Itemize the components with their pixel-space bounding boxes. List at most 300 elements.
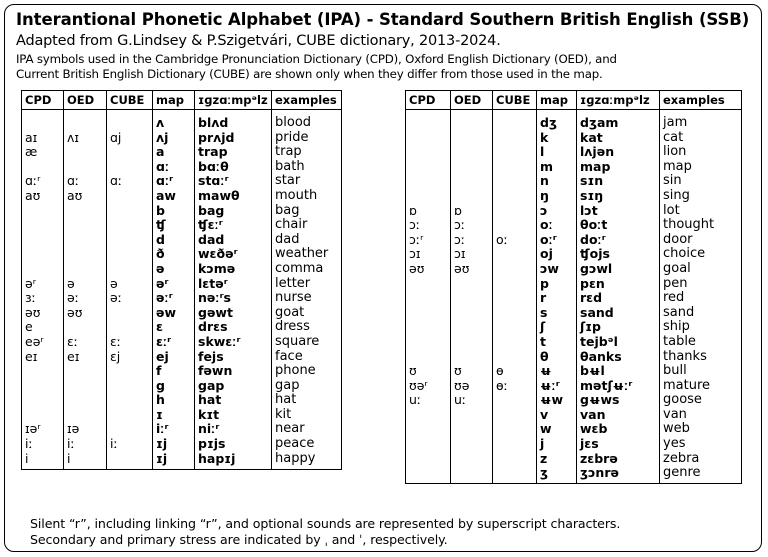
table-row <box>406 233 742 248</box>
cube-cell <box>493 393 537 408</box>
oed-cell: ʊ <box>451 364 493 379</box>
oed-cell <box>64 262 107 277</box>
header-ssb: ɪɡzɑːmpᵊlz <box>195 91 272 110</box>
header-examples: examples <box>660 91 742 110</box>
ssb-cell: rɛd <box>577 291 660 306</box>
example-cell: square <box>272 335 342 350</box>
cpd-cell: eɪ <box>22 350 64 365</box>
cpd-cell: aʊ <box>22 189 64 204</box>
map-cell: ɑːʳ <box>153 174 195 189</box>
oed-cell <box>451 174 493 189</box>
map-cell: əːʳ <box>153 291 195 306</box>
table-row <box>22 189 342 204</box>
ssb-cell: drɛs <box>195 320 272 335</box>
map-cell: l <box>537 145 577 160</box>
ssb-cell: nəːʳs <box>195 291 272 306</box>
table-row <box>406 189 742 204</box>
example-cell: dress <box>272 320 342 335</box>
map-cell: ej <box>153 350 195 365</box>
cube-cell <box>107 160 153 175</box>
cube-cell: ə <box>107 277 153 292</box>
map-cell: s <box>537 306 577 321</box>
map-cell: oː <box>537 218 577 233</box>
oed-cell: ɔɪ <box>451 247 493 262</box>
cpd-cell <box>406 335 451 350</box>
map-cell: p <box>537 277 577 292</box>
cube-cell <box>107 452 153 470</box>
ssb-cell: fejs <box>195 350 272 365</box>
cube-cell <box>107 379 153 394</box>
map-cell: oj <box>537 247 577 262</box>
ssb-cell: stɑːʳ <box>195 174 272 189</box>
table-row <box>22 145 342 160</box>
cpd-cell <box>406 160 451 175</box>
oed-cell <box>451 189 493 204</box>
example-cell: sand <box>660 306 742 321</box>
oed-cell <box>451 452 493 467</box>
cube-cell <box>107 218 153 233</box>
table-row <box>22 160 342 175</box>
table-row <box>406 145 742 160</box>
example-cell: genre <box>660 466 742 484</box>
cube-cell <box>107 116 153 131</box>
cpd-cell <box>22 218 64 233</box>
example-cell: gap <box>272 379 342 394</box>
cube-cell <box>493 277 537 292</box>
map-cell: ʧ <box>153 218 195 233</box>
oed-cell <box>451 145 493 160</box>
cube-cell <box>493 437 537 452</box>
oed-cell: iː <box>64 437 107 452</box>
example-cell: zebra <box>660 452 742 467</box>
ssb-cell: van <box>577 408 660 423</box>
ssb-cell: sɪn <box>577 174 660 189</box>
oed-cell <box>64 145 107 160</box>
map-cell: r <box>537 291 577 306</box>
example-cell: bag <box>272 204 342 219</box>
cpd-cell: eəʳ <box>22 335 64 350</box>
example-cell: hat <box>272 393 342 408</box>
ssb-cell: ʧɛːʳ <box>195 218 272 233</box>
oed-cell: əʊ <box>64 306 107 321</box>
cpd-cell: e <box>22 320 64 335</box>
map-cell: ð <box>153 247 195 262</box>
oed-cell <box>64 160 107 175</box>
ssb-cell: pɛn <box>577 277 660 292</box>
cube-cell: ɛː <box>107 335 153 350</box>
ssb-cell: skwɛːʳ <box>195 335 272 350</box>
example-cell: peace <box>272 437 342 452</box>
footer-note-1: Silent “r”, including linking “r”, and optional sounds are represented by superscript characters. <box>30 516 621 531</box>
ssb-cell: map <box>577 160 660 175</box>
table-row <box>406 116 742 131</box>
ssb-cell: gap <box>195 379 272 394</box>
table-row <box>22 437 342 452</box>
oed-cell <box>451 437 493 452</box>
cube-cell <box>107 247 153 262</box>
cpd-cell <box>22 204 64 219</box>
example-cell: choice <box>660 247 742 262</box>
table-row <box>406 277 742 292</box>
ssb-cell: lɔt <box>577 204 660 219</box>
ssb-cell: wɛb <box>577 422 660 437</box>
header-map: map <box>153 91 195 110</box>
example-cell: lot <box>660 204 742 219</box>
ssb-cell: doːʳ <box>577 233 660 248</box>
oed-cell <box>451 306 493 321</box>
map-cell: ɪ <box>153 408 195 423</box>
example-cell: door <box>660 233 742 248</box>
cube-cell <box>107 364 153 379</box>
table-row <box>22 452 342 470</box>
table-row <box>22 306 342 321</box>
map-cell: ə <box>153 262 195 277</box>
oed-cell: eɪ <box>64 350 107 365</box>
oed-cell <box>64 218 107 233</box>
oed-cell <box>451 160 493 175</box>
oed-cell <box>64 379 107 394</box>
example-cell: pen <box>660 277 742 292</box>
map-cell: ɔw <box>537 262 577 277</box>
cpd-cell <box>22 364 64 379</box>
note-line-2: Current British English Dictionary (CUBE) are shown only when they differ from those used in the map. <box>16 67 603 81</box>
oed-cell <box>64 247 107 262</box>
map-cell: əʳ <box>153 277 195 292</box>
table-row <box>22 364 342 379</box>
map-cell: v <box>537 408 577 423</box>
cpd-cell <box>406 277 451 292</box>
example-cell: bath <box>272 160 342 175</box>
cpd-cell: ɒ <box>406 204 451 219</box>
cpd-cell: ɪəʳ <box>22 422 64 437</box>
table-row <box>406 466 742 484</box>
cpd-cell: ʊəʳ <box>406 379 451 394</box>
oed-cell <box>451 131 493 146</box>
map-cell: d <box>153 233 195 248</box>
map-cell: θ <box>537 350 577 365</box>
oed-cell <box>64 408 107 423</box>
table-row <box>22 218 342 233</box>
cpd-cell <box>22 393 64 408</box>
ssb-cell: ʧojs <box>577 247 660 262</box>
cpd-cell: iː <box>22 437 64 452</box>
ssb-cell: hapɪj <box>195 452 272 470</box>
table-row <box>22 350 342 365</box>
table-row <box>406 452 742 467</box>
map-cell: ɛ <box>153 320 195 335</box>
cube-cell: ɵː <box>493 379 537 394</box>
cpd-cell: uː <box>406 393 451 408</box>
table-row <box>22 233 342 248</box>
ssb-cell: mətʃʉːʳ <box>577 379 660 394</box>
oed-cell <box>64 116 107 131</box>
map-cell: f <box>153 364 195 379</box>
example-cell: kit <box>272 408 342 423</box>
map-cell: ɪj <box>153 437 195 452</box>
example-cell: star <box>272 174 342 189</box>
ssb-cell: θoːt <box>577 218 660 233</box>
cpd-cell <box>406 437 451 452</box>
map-cell: a <box>153 145 195 160</box>
table-row <box>406 350 742 365</box>
cpd-cell <box>406 116 451 131</box>
cube-cell <box>493 306 537 321</box>
table-row <box>406 335 742 350</box>
header-ssb: ɪɡzɑːmpᵊlz <box>577 91 660 110</box>
ssb-cell: jɛs <box>577 437 660 452</box>
example-cell: letter <box>272 277 342 292</box>
example-cell: red <box>660 291 742 306</box>
example-cell: goal <box>660 262 742 277</box>
cpd-cell <box>22 408 64 423</box>
oed-cell <box>64 364 107 379</box>
example-cell: trap <box>272 145 342 160</box>
oed-cell: ɪə <box>64 422 107 437</box>
cube-cell: əː <box>107 291 153 306</box>
table-row <box>22 247 342 262</box>
cpd-cell: əʳ <box>22 277 64 292</box>
cpd-cell <box>22 160 64 175</box>
cpd-cell: ɔɪ <box>406 247 451 262</box>
cpd-cell <box>406 291 451 306</box>
cube-cell: ɑj <box>107 131 153 146</box>
cpd-cell: ɜː <box>22 291 64 306</box>
cube-cell <box>107 145 153 160</box>
cpd-cell: ʊ <box>406 364 451 379</box>
example-cell: phone <box>272 364 342 379</box>
ssb-cell: kɔmə <box>195 262 272 277</box>
oed-cell <box>451 116 493 131</box>
cpd-cell: əʊ <box>406 262 451 277</box>
example-cell: goose <box>660 393 742 408</box>
cpd-cell: ɔːʳ <box>406 233 451 248</box>
cube-cell <box>107 393 153 408</box>
cpd-cell: aɪ <box>22 131 64 146</box>
table-row <box>406 408 742 423</box>
cpd-cell <box>22 116 64 131</box>
ssb-cell: ʒɔnrə <box>577 466 660 484</box>
table-row <box>22 174 342 189</box>
map-cell: əw <box>153 306 195 321</box>
header-oed: OED <box>64 91 107 110</box>
cube-cell <box>107 422 153 437</box>
table-header-row <box>406 91 742 110</box>
oed-cell: ɔː <box>451 218 493 233</box>
cube-cell <box>493 204 537 219</box>
ssb-cell: gʉws <box>577 393 660 408</box>
cube-cell <box>107 306 153 321</box>
cube-cell <box>493 466 537 484</box>
oed-cell: ɑː <box>64 174 107 189</box>
example-cell: web <box>660 422 742 437</box>
cpd-cell <box>406 452 451 467</box>
page-subtitle: Adapted from G.Lindsey & P.Szigetvári, CUBE dictionary, 2013-2024. <box>16 33 501 49</box>
ssb-cell: θanks <box>577 350 660 365</box>
header-cpd: CPD <box>22 91 64 110</box>
map-cell: w <box>537 422 577 437</box>
cpd-cell <box>22 379 64 394</box>
cube-cell: ɛj <box>107 350 153 365</box>
table-header-row <box>22 91 342 110</box>
header-map: map <box>537 91 577 110</box>
example-cell: mature <box>660 379 742 394</box>
map-cell: ʉ <box>537 364 577 379</box>
cube-cell <box>493 262 537 277</box>
table-row <box>22 422 342 437</box>
map-cell: t <box>537 335 577 350</box>
ssb-cell: bʉl <box>577 364 660 379</box>
cube-cell <box>493 160 537 175</box>
cube-cell <box>493 131 537 146</box>
oed-cell <box>451 466 493 484</box>
example-cell: blood <box>272 116 342 131</box>
oed-cell: ʌɪ <box>64 131 107 146</box>
table-row <box>22 116 342 131</box>
example-cell: ship <box>660 320 742 335</box>
table-row <box>406 306 742 321</box>
ssb-cell: wɛðəʳ <box>195 247 272 262</box>
example-cell: jam <box>660 116 742 131</box>
cube-cell <box>493 408 537 423</box>
cpd-cell <box>406 422 451 437</box>
ssb-cell: kat <box>577 131 660 146</box>
cube-cell <box>493 320 537 335</box>
cube-cell <box>107 408 153 423</box>
example-cell: lion <box>660 145 742 160</box>
ssb-cell: lʌjən <box>577 145 660 160</box>
oed-cell: ʊə <box>451 379 493 394</box>
oed-cell <box>451 320 493 335</box>
table-row <box>406 218 742 233</box>
table-row <box>406 262 742 277</box>
cube-cell: ɵ <box>493 364 537 379</box>
example-cell: mouth <box>272 189 342 204</box>
oed-cell <box>451 335 493 350</box>
note-line-1: IPA symbols used in the Cambridge Pronunciation Dictionary (CPD), Oxford English Dictionary (OED), and <box>16 52 617 66</box>
example-cell: thought <box>660 218 742 233</box>
cube-cell <box>493 218 537 233</box>
table-row <box>406 291 742 306</box>
page-title: Interantional Phonetic Alphabet (IPA) - Standard Southern British English (SSB) <box>16 10 750 29</box>
cube-cell <box>107 204 153 219</box>
oed-cell: əʊ <box>451 262 493 277</box>
header-oed: OED <box>451 91 493 110</box>
cpd-cell <box>406 306 451 321</box>
example-cell: nurse <box>272 291 342 306</box>
example-cell: near <box>272 422 342 437</box>
ssb-cell: trap <box>195 145 272 160</box>
table-row <box>22 320 342 335</box>
oed-cell <box>451 291 493 306</box>
right-ipa-table <box>405 90 742 484</box>
example-cell: goat <box>272 306 342 321</box>
cube-cell <box>493 291 537 306</box>
cube-cell <box>493 247 537 262</box>
table-row <box>22 335 342 350</box>
table-row <box>22 131 342 146</box>
cpd-cell <box>406 466 451 484</box>
ssb-cell: mawθ <box>195 189 272 204</box>
cube-cell <box>493 189 537 204</box>
footer-note-2: Secondary and primary stress are indicated by ˌ and ˈ, respectively. <box>30 532 448 547</box>
oed-cell: uː <box>451 393 493 408</box>
map-cell: ʌj <box>153 131 195 146</box>
example-cell: bull <box>660 364 742 379</box>
ssb-cell: gəwt <box>195 306 272 321</box>
map-cell: ʒ <box>537 466 577 484</box>
oed-cell <box>451 277 493 292</box>
map-cell: aw <box>153 189 195 204</box>
table-row <box>22 291 342 306</box>
oed-cell: ə <box>64 277 107 292</box>
example-cell: pride <box>272 131 342 146</box>
map-cell: m <box>537 160 577 175</box>
map-cell: h <box>153 393 195 408</box>
table-row <box>406 422 742 437</box>
table-row <box>406 379 742 394</box>
header-cpd: CPD <box>406 91 451 110</box>
map-cell: ɛːʳ <box>153 335 195 350</box>
example-cell: thanks <box>660 350 742 365</box>
cpd-cell: i <box>22 452 64 470</box>
map-cell: ɪj <box>153 452 195 470</box>
cpd-cell <box>406 174 451 189</box>
cpd-cell <box>406 131 451 146</box>
ssb-cell: hat <box>195 393 272 408</box>
cpd-cell <box>406 145 451 160</box>
cube-cell <box>493 174 537 189</box>
table-row <box>406 174 742 189</box>
map-cell: ɑː <box>153 160 195 175</box>
left-ipa-table <box>21 90 342 470</box>
ssb-cell: lɛtəʳ <box>195 277 272 292</box>
map-cell: oːʳ <box>537 233 577 248</box>
oed-cell <box>64 204 107 219</box>
example-cell: table <box>660 335 742 350</box>
example-cell: van <box>660 408 742 423</box>
example-cell: yes <box>660 437 742 452</box>
map-cell: k <box>537 131 577 146</box>
oed-cell: əː <box>64 291 107 306</box>
cube-cell <box>493 145 537 160</box>
map-cell: ʉːʳ <box>537 379 577 394</box>
example-cell: happy <box>272 452 342 470</box>
example-cell: sin <box>660 174 742 189</box>
header-cube: CUBE <box>107 91 153 110</box>
ssb-cell: bɑːθ <box>195 160 272 175</box>
cube-cell <box>107 233 153 248</box>
example-cell: cat <box>660 131 742 146</box>
ssb-cell: gɔwl <box>577 262 660 277</box>
ssb-cell: fəwn <box>195 364 272 379</box>
table-row <box>406 393 742 408</box>
oed-cell <box>64 233 107 248</box>
oed-cell <box>64 393 107 408</box>
map-cell: n <box>537 174 577 189</box>
cpd-cell <box>406 350 451 365</box>
ssb-cell: prʌjd <box>195 131 272 146</box>
example-cell: comma <box>272 262 342 277</box>
map-cell: ɔ <box>537 204 577 219</box>
cube-cell: ɑː <box>107 174 153 189</box>
cpd-cell: ɑːʳ <box>22 174 64 189</box>
cube-cell <box>493 350 537 365</box>
cpd-cell <box>22 233 64 248</box>
map-cell: j <box>537 437 577 452</box>
table-row <box>22 204 342 219</box>
oed-cell <box>451 408 493 423</box>
cube-cell <box>107 320 153 335</box>
